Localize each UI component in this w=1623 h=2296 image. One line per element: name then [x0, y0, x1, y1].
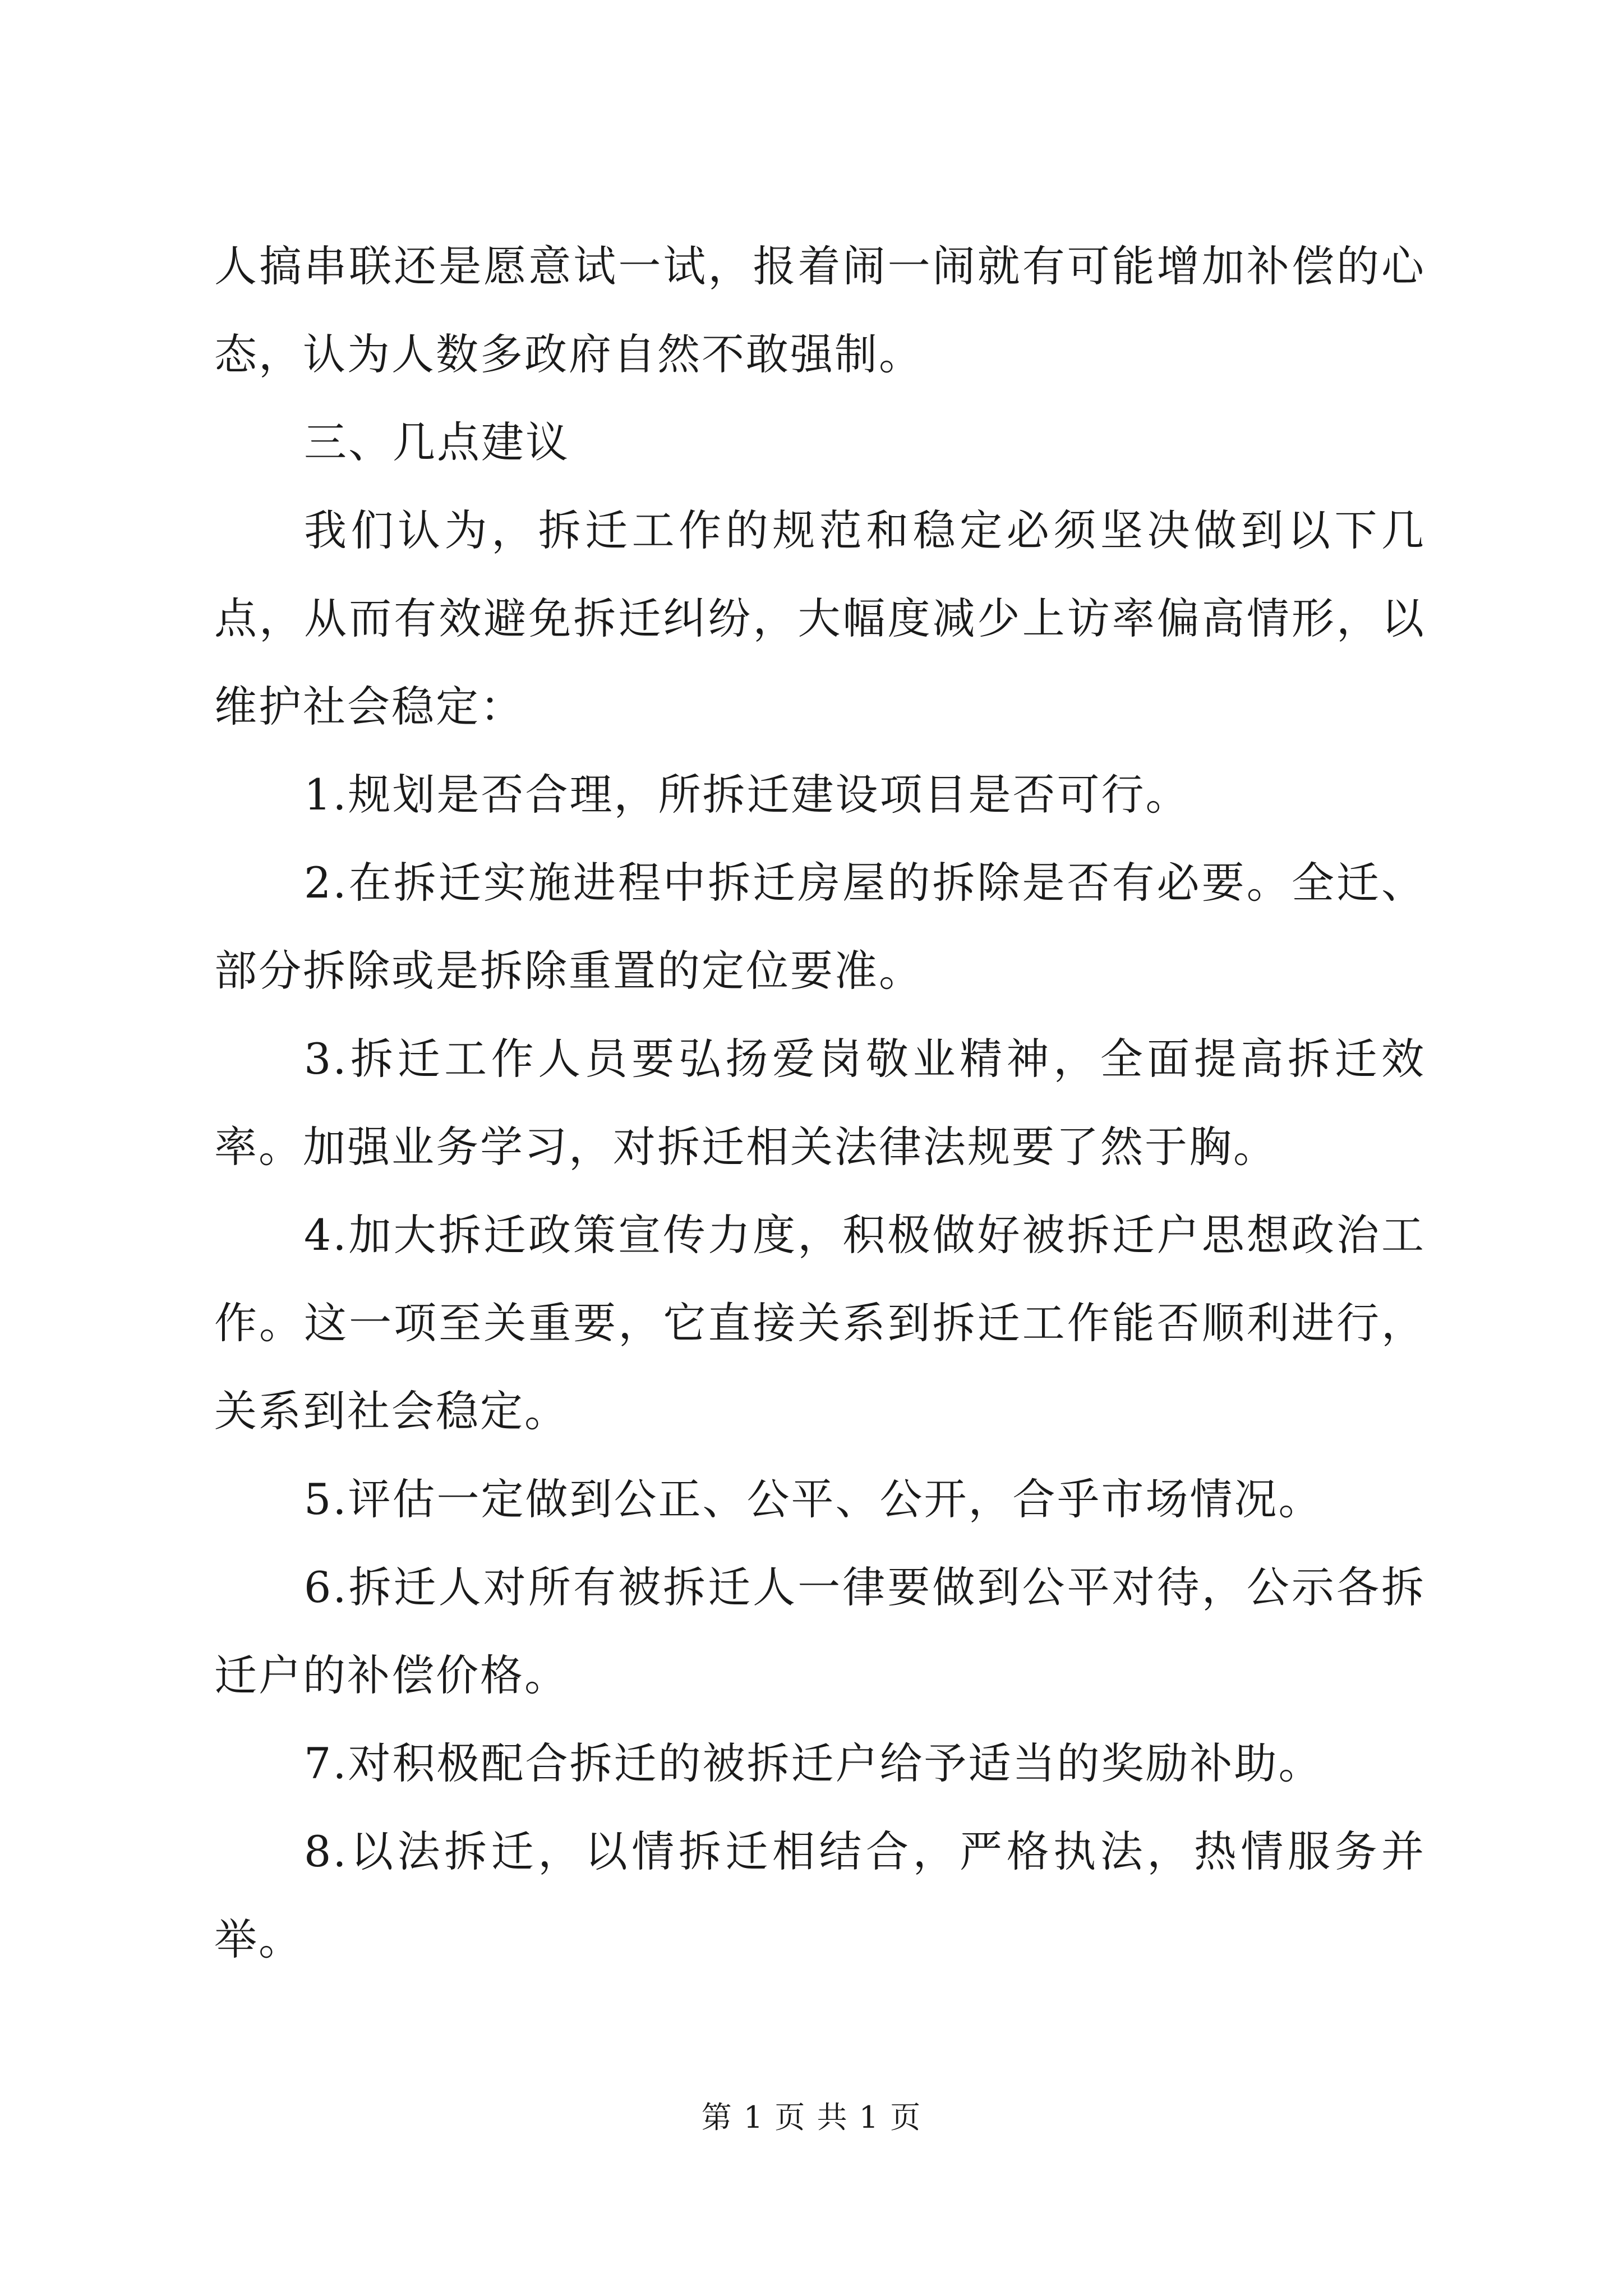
list-item-2: 2.在拆迁实施进程中拆迁房屋的拆除是否有必要。全迁、部分拆除或是拆除重置的定位要准。 — [214, 858, 1426, 996]
paragraph-continuation: 人搞串联还是愿意试一试，报着闹一闹就有可能增加补偿的心态，认为人数多政府自然不敢强制。 — [214, 241, 1426, 379]
page-footer: 第 1 页 共 1 页 — [701, 2100, 922, 2135]
list-item-8: 8.以法拆迁，以情拆迁相结合，严格执法，热情服务并举。 — [214, 1826, 1426, 1964]
section-heading: 三、几点建议 — [304, 417, 570, 467]
list-item-4: 4.加大拆迁政策宣传力度，积极做好被拆迁户思想政治工作。这一项至关重要，它直接关系到拆迁工作能否顺利进行，关系到社会稳定。 — [214, 1210, 1426, 1436]
list-item-5: 5.评估一定做到公正、公平、公开，合乎市场情况。 — [304, 1474, 1323, 1524]
document-body — [214, 222, 1426, 1984]
list-item-7: 7.对积极配合拆迁的被拆迁户给予适当的奖励补助。 — [304, 1738, 1323, 1788]
list-item-3: 3.拆迁工作人员要弘扬爱岗敬业精神，全面提高拆迁效率。加强业务学习，对拆迁相关法律法规要了然于胸。 — [214, 1034, 1426, 1172]
paragraph-intro: 我们认为，拆迁工作的规范和稳定必须坚决做到以下几点，从而有效避免拆迁纠纷，大幅度减少上访率偏高情形，以维护社会稳定： — [214, 505, 1426, 731]
list-item-6: 6.拆迁人对所有被拆迁人一律要做到公平对待，公示各拆迁户的补偿价格。 — [214, 1562, 1426, 1700]
list-item-1: 1.规划是否合理，所拆迁建设项目是否可行。 — [304, 770, 1190, 820]
